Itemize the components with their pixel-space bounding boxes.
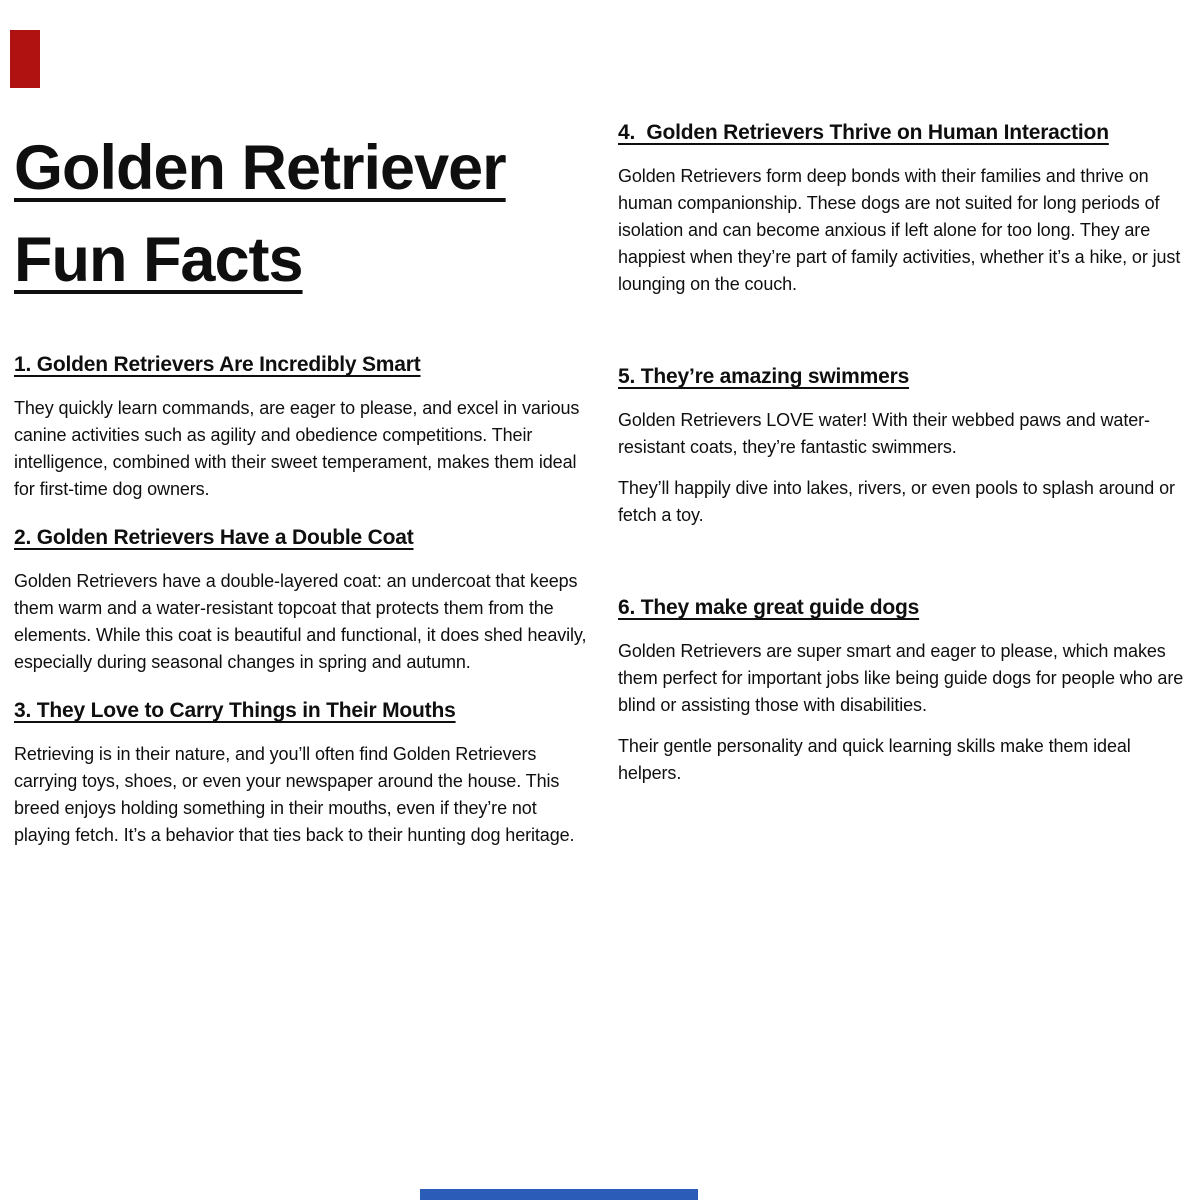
section-paragraph: Golden Retrievers have a double-layered coat: an undercoat that keeps them warm and a water-resistant topcoat that protects them from the elements. While this coat is beautiful and functional, it does shed heavily, especially during seasonal changes in spring and autumn. [14, 571, 587, 672]
section-6 [618, 595, 1191, 787]
section-paragraph: Golden Retrievers LOVE water! With their webbed paws and water-resistant coats, they’re fantastic swimmers. [618, 410, 1150, 457]
bottom-blue-bar [420, 1189, 698, 1200]
section-3 [14, 698, 592, 849]
section-heading: 1. Golden Retrievers Are Incredibly Smart [14, 353, 421, 376]
section-paragraph: Retrieving is in their nature, and you’ll often find Golden Retrievers carrying toys, shoes, or even your newspaper around the house. This breed enjoys holding something in their mouths, even if they’re not playing fetch. It’s a behavior that ties back to their hunting dog heritage. [14, 744, 575, 845]
section-heading: 3. They Love to Carry Things in Their Mouths [14, 699, 456, 722]
section-1 [14, 352, 592, 503]
right-column [618, 0, 1191, 787]
section-heading: 5. They’re amazing swimmers [618, 365, 910, 388]
title-line-1: Golden Retriever [14, 133, 506, 203]
section-2 [14, 525, 592, 676]
section-paragraph: Golden Retrievers are super smart and eager to please, which makes them perfect for important jobs like being guide dogs for people who are blind or assisting those with disabilities. [618, 641, 1184, 715]
title-line-2: Fun Facts [14, 225, 303, 295]
section-paragraph: Golden Retrievers form deep bonds with their families and thrive on human companionship. These dogs are not suited for long periods of isolation and can become anxious if left alone for too long. They are happiest when they’re part of family activities, whether it’s a hike, or just lounging on the couch. [618, 166, 1181, 294]
section-4 [618, 120, 1191, 298]
section-heading: 4. Golden Retrievers Thrive on Human Interaction [618, 121, 1109, 144]
section-paragraph: They quickly learn commands, are eager to please, and excel in various canine activities such as agility and obedience competitions. Their intelligence, combined with their sweet temperament, makes them ideal for first-time dog owners. [14, 398, 580, 499]
section-paragraph: Their gentle personality and quick learning skills make them ideal helpers. [618, 736, 1131, 783]
right-sections [618, 120, 1191, 787]
left-column [14, 0, 592, 849]
section-heading: 2. Golden Retrievers Have a Double Coat [14, 526, 414, 549]
document-title [14, 122, 592, 306]
section-paragraph: They’ll happily dive into lakes, rivers, or even pools to splash around or fetch a toy. [618, 478, 1175, 525]
left-sections [14, 352, 592, 849]
section-5 [618, 364, 1191, 529]
section-heading: 6. They make great guide dogs [618, 596, 920, 619]
